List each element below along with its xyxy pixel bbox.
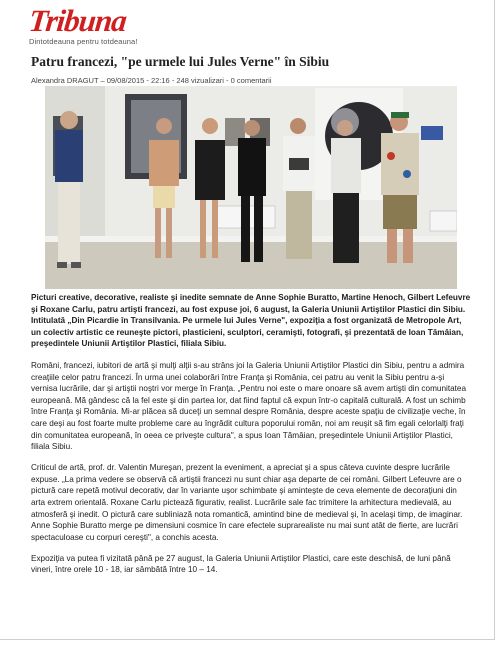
site-logo[interactable]: [27, 3, 138, 46]
article-paragraph: Expoziţia va putea fi vizitată până pe 27 august, la Galeria Uniunii Artiştilor Plastici, care este deschisă, de luni până vineri, între orele 10 - 18, iar sâmbătă între 10 – 14.: [31, 553, 451, 575]
meta-sep: -: [226, 76, 231, 85]
article-photo: [45, 86, 457, 289]
article-title: Patru francezi, "pe urmele lui Jules Verne" în Sibiu: [31, 54, 330, 69]
article-paragraph: Criticul de artă, prof. dr. Valentin Mureşan, prezent la eveniment, a apreciat şi a spus câteva cuvinte despre lucrările expuse. „La prima vedere se observă că artiştii francezi nu sunt chiar aşa departe de cei români. Gilbert Lefeuvre are o pictură care repetă motivul decorativ, dar în variante uşor schimbate şi aminteşte de ceva elemente de decoraţiuni din arta extrem orientală. Roxane Carlu pictează figurativ, realist. Lucrările sale fac trimitere la arhitectura medievală, au atmosferă şi inedit. O pictură care subliniază nota romantică, amintind bine de medieval şi, în acelaşi timp, de imaginar. Anne Sophie Buratto merge pe dimensiuni cosmice în care efectele suprarealiste nu mai sunt atât de fierte, are lucrări spectaculoase cu corpuri cereşti", a conchis acesta.: [31, 463, 463, 542]
logo-tagline: Dintotdeauna pentru totdeauna!: [29, 37, 138, 46]
meta-sep: –: [100, 76, 107, 85]
person-5: [283, 118, 315, 259]
comments-link[interactable]: 0 comentarii: [230, 76, 272, 85]
view-count: 248 vizualizari: [176, 76, 224, 85]
article-paragraph: Români, francezi, iubitori de artă şi mulţi alţii s-au strâns joi la Galeria Uniunii Artiştilor Plastici din Sibiu, pentru a admira creaţiile celor patru francezi. În urma unei colaborări între Franţa şi România, cei patru au venit la Sibiu pentru a-şi vernisa lucrările, dar şi artiştii noştri vor merge în Franţa. „Pentru noi este o mare onoare să avem artişti din comunitatea europeană. Mă gândesc că la fel este şi din partea lor, dat fiind faptul că expun într-o capitală culturală. A fost un schimb între Franţa şi România. Mi-ar plăcea să duceţi un semnal despre România, despre aceste spaţiu de civilizaţie veche, în care deşi au fost foarte multe probleme care au îngrădit cultura poporului român, noi am reuşit să fim egali celorlalţi fraţi din comunitatea europeană, în oeea ce priveşte cultura", a spus Ioan Tămâian, preşedintele Uniunii Artiştilor Plastici, filiala Sibiu.: [31, 360, 467, 452]
logo-wordmark: Tribuna: [27, 3, 128, 38]
person-6: [331, 120, 361, 263]
person-1: [55, 111, 83, 268]
article-meta: [31, 76, 272, 85]
article-datetime: 09/08/2015 - 22:16: [106, 76, 170, 85]
gallery-photo-illustration: [45, 86, 457, 289]
author-link[interactable]: Alexandra DRAGUT: [31, 76, 99, 85]
article-lead-paragraph: Picturi creative, decorative, realiste şi inedite semnate de Anne Sophie Buratto, Martine Henoch, Gilbert Lefeuvre şi Roxane Carlu, patru artişti francezi, au fost expuse joi, 6 august, la Galeria Uniunii Artiştilor Plastici din Sibiu. Intitulată „Din Picardie în Transilvania. Pe urmele lui Jules Verne", expoziţia a fost organizată de Metropole Art, un colectiv artistic ce reuneşte pictori, plasticieni, sculptori, ceramişti, fotografi, şi prezentată de Ioan Tămâian, preşedintele Uniunii Artiştilor Plastici, filiala Sibiu.: [31, 293, 471, 349]
article-body: [31, 292, 471, 586]
meta-sep: -: [171, 76, 177, 85]
